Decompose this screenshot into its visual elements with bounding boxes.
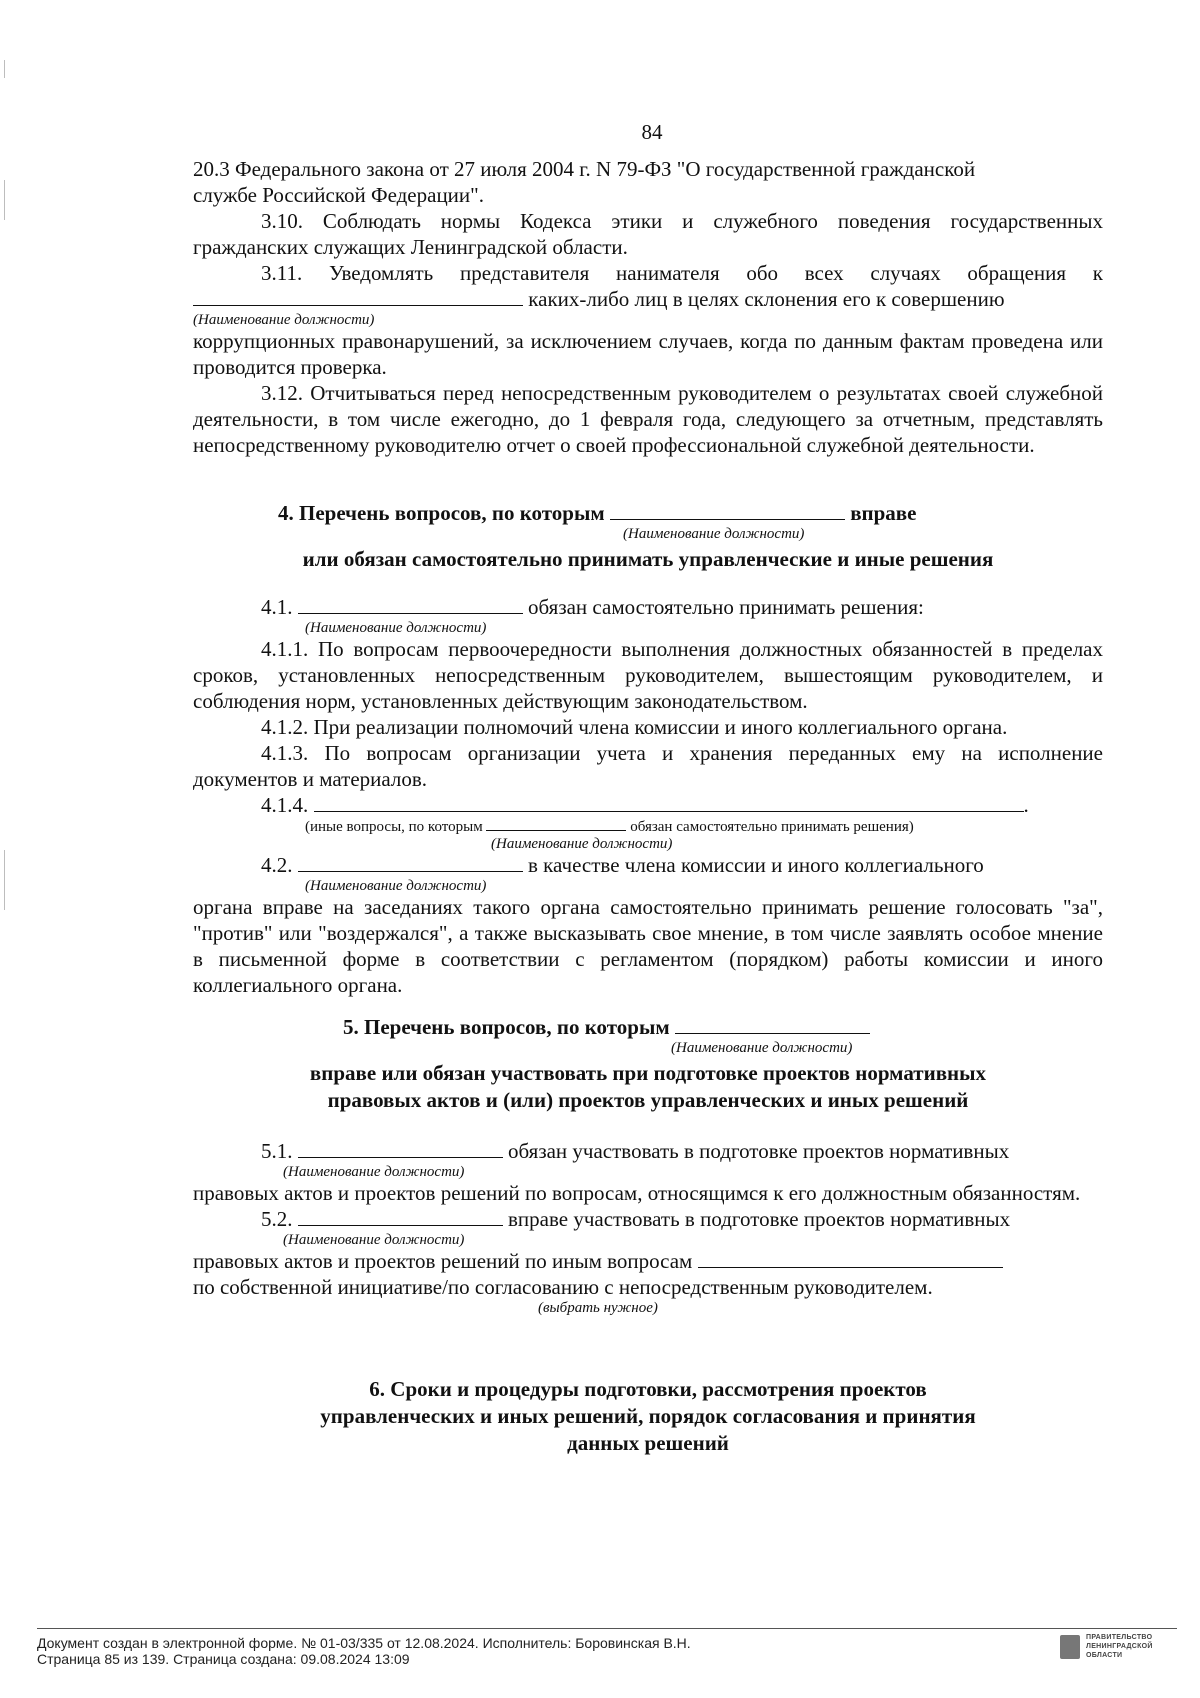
paragraph-3-11-line1: 3.11. Уведомлять представителя нанимателя обо всех случаях обращения к xyxy=(261,261,1103,285)
heading-text: правовых актов и (или) проектов управленческих и иных решений xyxy=(327,1088,969,1112)
position-blank xyxy=(298,1207,503,1226)
heading-text: 5. Перечень вопросов, по которым xyxy=(343,1015,670,1039)
text-fragment: (иные вопросы, по которым xyxy=(305,819,483,835)
position-caption: (Наименование должности) xyxy=(491,836,673,852)
text-fragment: в качестве члена комиссии и иного коллегиального xyxy=(528,853,984,877)
text-fragment: обязан участвовать в подготовке проектов нормативных xyxy=(508,1139,1010,1163)
paragraph-5-1-cont: правовых актов и проектов решений по вопросам, относящимся к его должностным обязанностям. xyxy=(193,1181,1081,1205)
item-number: 5.1. xyxy=(261,1139,293,1163)
heading-text: управленческих и иных решений, порядок согласования и принятия xyxy=(320,1404,976,1428)
text-line: 20.3 Федерального закона от 27 июля 2004 г. N 79-ФЗ "О государственной гражданской xyxy=(193,157,976,181)
heading-text: 4. Перечень вопросов, по которым xyxy=(278,501,605,525)
paragraph-4-1-1: 4.1.1. По вопросам первоочередности выполнения должностных обязанностей в пределах сроков, установленных непосредственным руководителем, вышестоящим руководителем, и соблюдения норм, установленных действующим законодательством. xyxy=(193,637,1103,713)
heading-text: данных решений xyxy=(567,1431,729,1455)
heading-text: вправе или обязан участвовать при подготовке проектов нормативных xyxy=(309,1061,987,1085)
heading-4 xyxy=(193,500,1103,573)
item-number: 5.2. xyxy=(261,1207,293,1231)
footer-line: Страница 85 из 139. Страница создана: 09.08.2024 13:09 xyxy=(37,1651,410,1667)
item-number: 4.1. xyxy=(261,595,293,619)
text-line: по собственной инициативе/по согласованию с непосредственным руководителем. xyxy=(193,1275,933,1299)
choose-caption: (выбрать нужное) xyxy=(538,1300,658,1316)
position-caption: (Наименование должности) xyxy=(283,1232,465,1248)
coat-of-arms-icon xyxy=(1060,1635,1080,1659)
seal-text: ОБЛАСТИ xyxy=(1086,1652,1123,1659)
document-footer xyxy=(37,1628,1177,1667)
position-blank xyxy=(675,1015,870,1034)
scan-edge-mark xyxy=(4,180,5,220)
position-blank xyxy=(486,818,626,831)
paragraph-3-10: 3.10. Соблюдать нормы Кодекса этики и служебного поведения государственных гражданских служащих Ленинградской области. xyxy=(193,209,1103,259)
section-4-1 xyxy=(193,594,1103,998)
paragraph-4-1-2: 4.1.2. При реализации полномочий члена комиссии и иного коллегиального органа. xyxy=(261,715,1008,739)
position-caption: (Наименование должности) xyxy=(305,620,487,636)
text-fragment: . xyxy=(1023,793,1029,817)
scan-edge-mark xyxy=(4,850,5,910)
text-line: службе Российской Федерации". xyxy=(193,183,484,207)
paragraph-4-1-3: 4.1.3. По вопросам организации учета и хранения переданных ему на исполнение документов и материалов. xyxy=(193,741,1103,791)
paragraph-3-12: 3.12. Отчитываться перед непосредственным руководителем о результатах своей служебной деятельности, в том числе ежегодно, до 1 февраля года, следующего за отчетным, представлять непосредственному руководителю отчет о своей профессиональной служебной деятельности. xyxy=(193,381,1103,457)
position-caption: (Наименование должности) xyxy=(305,878,487,894)
text-fragment: каких-либо лиц в целях склонения его к совершению xyxy=(528,287,1005,311)
position-blank xyxy=(610,501,845,520)
paragraph-4-2-cont: органа вправе на заседаниях такого органа самостоятельно принимать решение голосовать "за", "против" или "воздержался", а также высказывать свое мнение, в том числе заявлять особое мнение в письменной форме в соответствии с регламентом (порядком) работы комиссии и иного коллегиального органа. xyxy=(193,895,1103,997)
other-questions-caption xyxy=(193,818,1103,836)
paragraph-3-11-line2 xyxy=(193,286,1103,312)
position-caption: (Наименование должности) xyxy=(193,312,375,328)
position-caption: (Наименование должности) xyxy=(623,526,805,542)
other-questions-blank xyxy=(314,793,1024,812)
item-number: 4.1.4. xyxy=(261,793,309,817)
seal-text: ЛЕНИНГРАДСКОЙ xyxy=(1086,1643,1153,1650)
text-fragment: обязан самостоятельно принимать решения) xyxy=(630,819,914,835)
heading-text: вправе xyxy=(850,501,917,525)
position-caption: (Наименование должности) xyxy=(671,1040,853,1056)
item-number: 4.2. xyxy=(261,853,293,877)
scan-edge-mark xyxy=(4,60,5,78)
heading-text: или обязан самостоятельно принимать управленческие и иные решения xyxy=(302,547,994,571)
position-blank xyxy=(298,595,523,614)
position-blank xyxy=(193,287,523,306)
section-5-items xyxy=(193,1138,1103,1316)
text-fragment: обязан самостоятельно принимать решения: xyxy=(528,595,924,619)
text-fragment: правовых актов и проектов решений по иным вопросам xyxy=(193,1249,693,1273)
heading-5 xyxy=(193,1014,1103,1114)
heading-text: 6. Сроки и процедуры подготовки, рассмотрения проектов xyxy=(369,1377,927,1401)
text-fragment: вправе участвовать в подготовке проектов нормативных xyxy=(508,1207,1011,1231)
section-3-continuation xyxy=(193,156,1103,458)
position-blank xyxy=(298,1139,503,1158)
heading-6 xyxy=(193,1376,1103,1457)
seal-text: ПРАВИТЕЛЬСТВО xyxy=(1086,1634,1153,1641)
footer-line: Документ создан в электронной форме. № 01-03/335 от 12.08.2024. Исполнитель: Боровинская В.Н. xyxy=(37,1635,691,1651)
position-caption: (Наименование должности) xyxy=(283,1164,465,1180)
position-blank xyxy=(298,853,523,872)
paragraph-3-11-cont: коррупционных правонарушений, за исключением случаев, когда по данным фактам проведена или проводится проверка. xyxy=(193,329,1103,379)
other-questions-blank xyxy=(698,1249,1003,1268)
page-number: 84 xyxy=(641,120,663,144)
